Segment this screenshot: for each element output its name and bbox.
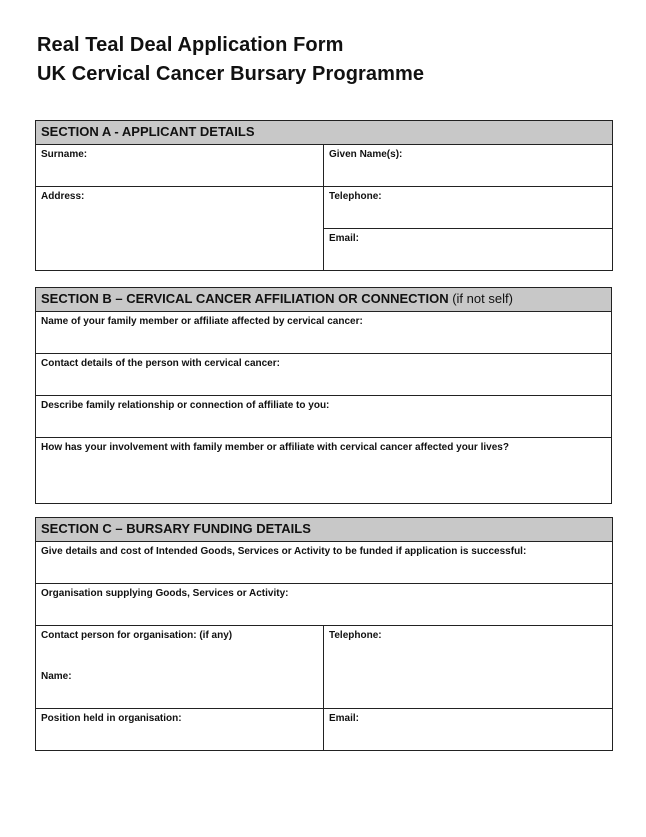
- address-field[interactable]: [36, 187, 324, 271]
- contact-details-label: Contact details of the person with cervical cancer:: [41, 358, 280, 369]
- relationship-label: Describe family relationship or connection of affiliate to you:: [41, 400, 330, 411]
- given-names-field[interactable]: [324, 145, 613, 187]
- section-b-heading-note: (if not self): [452, 291, 513, 306]
- section-a-heading: SECTION A - APPLICANT DETAILS: [36, 121, 613, 145]
- involvement-field[interactable]: [36, 438, 612, 504]
- org-telephone-label: Telephone:: [329, 630, 382, 641]
- org-email-field[interactable]: [324, 709, 613, 751]
- applicant-telephone-field[interactable]: [324, 187, 613, 229]
- section-b-heading: [36, 288, 612, 312]
- org-email-label: Email:: [329, 713, 360, 724]
- organisation-label: Organisation supplying Goods, Services or Activity:: [41, 588, 289, 599]
- surname-field[interactable]: [36, 145, 324, 187]
- contact-details-field[interactable]: [36, 354, 612, 396]
- position-label: Position held in organisation:: [41, 713, 182, 724]
- applicant-email-label: Email:: [329, 233, 360, 244]
- family-member-label: Name of your family member or affiliate affected by cervical cancer:: [41, 316, 363, 327]
- form-title: Real Teal Deal Application Form: [37, 34, 344, 56]
- position-field[interactable]: [36, 709, 324, 751]
- given-names-label: Given Name(s):: [329, 149, 403, 160]
- form-subtitle: UK Cervical Cancer Bursary Programme: [37, 63, 425, 85]
- goods-details-label: Give details and cost of Intended Goods, Services or Activity to be funded if application is successful:: [41, 546, 527, 557]
- org-telephone-field[interactable]: [324, 626, 613, 709]
- applicant-email-field[interactable]: [324, 229, 613, 271]
- section-c-funding: [35, 517, 612, 751]
- applicant-telephone-label: Telephone:: [329, 191, 382, 202]
- section-a-applicant-details: [35, 120, 612, 271]
- organisation-field[interactable]: [36, 584, 613, 626]
- address-label: Address:: [41, 191, 85, 202]
- contact-person-field[interactable]: [36, 626, 324, 709]
- goods-details-field[interactable]: [36, 542, 613, 584]
- contact-person-label: Contact person for organisation: (if any): [41, 630, 233, 641]
- section-b-affiliation: [35, 287, 612, 504]
- section-b-heading-text: SECTION B – CERVICAL CANCER AFFILIATION OR CONNECTION: [41, 291, 449, 306]
- involvement-label: How has your involvement with family member or affiliate with cervical cancer affected your lives?: [41, 442, 509, 453]
- family-member-field[interactable]: [36, 312, 612, 354]
- surname-label: Surname:: [41, 149, 88, 160]
- relationship-field[interactable]: [36, 396, 612, 438]
- section-c-heading: SECTION C – BURSARY FUNDING DETAILS: [36, 518, 613, 542]
- contact-name-label: Name:: [41, 671, 72, 682]
